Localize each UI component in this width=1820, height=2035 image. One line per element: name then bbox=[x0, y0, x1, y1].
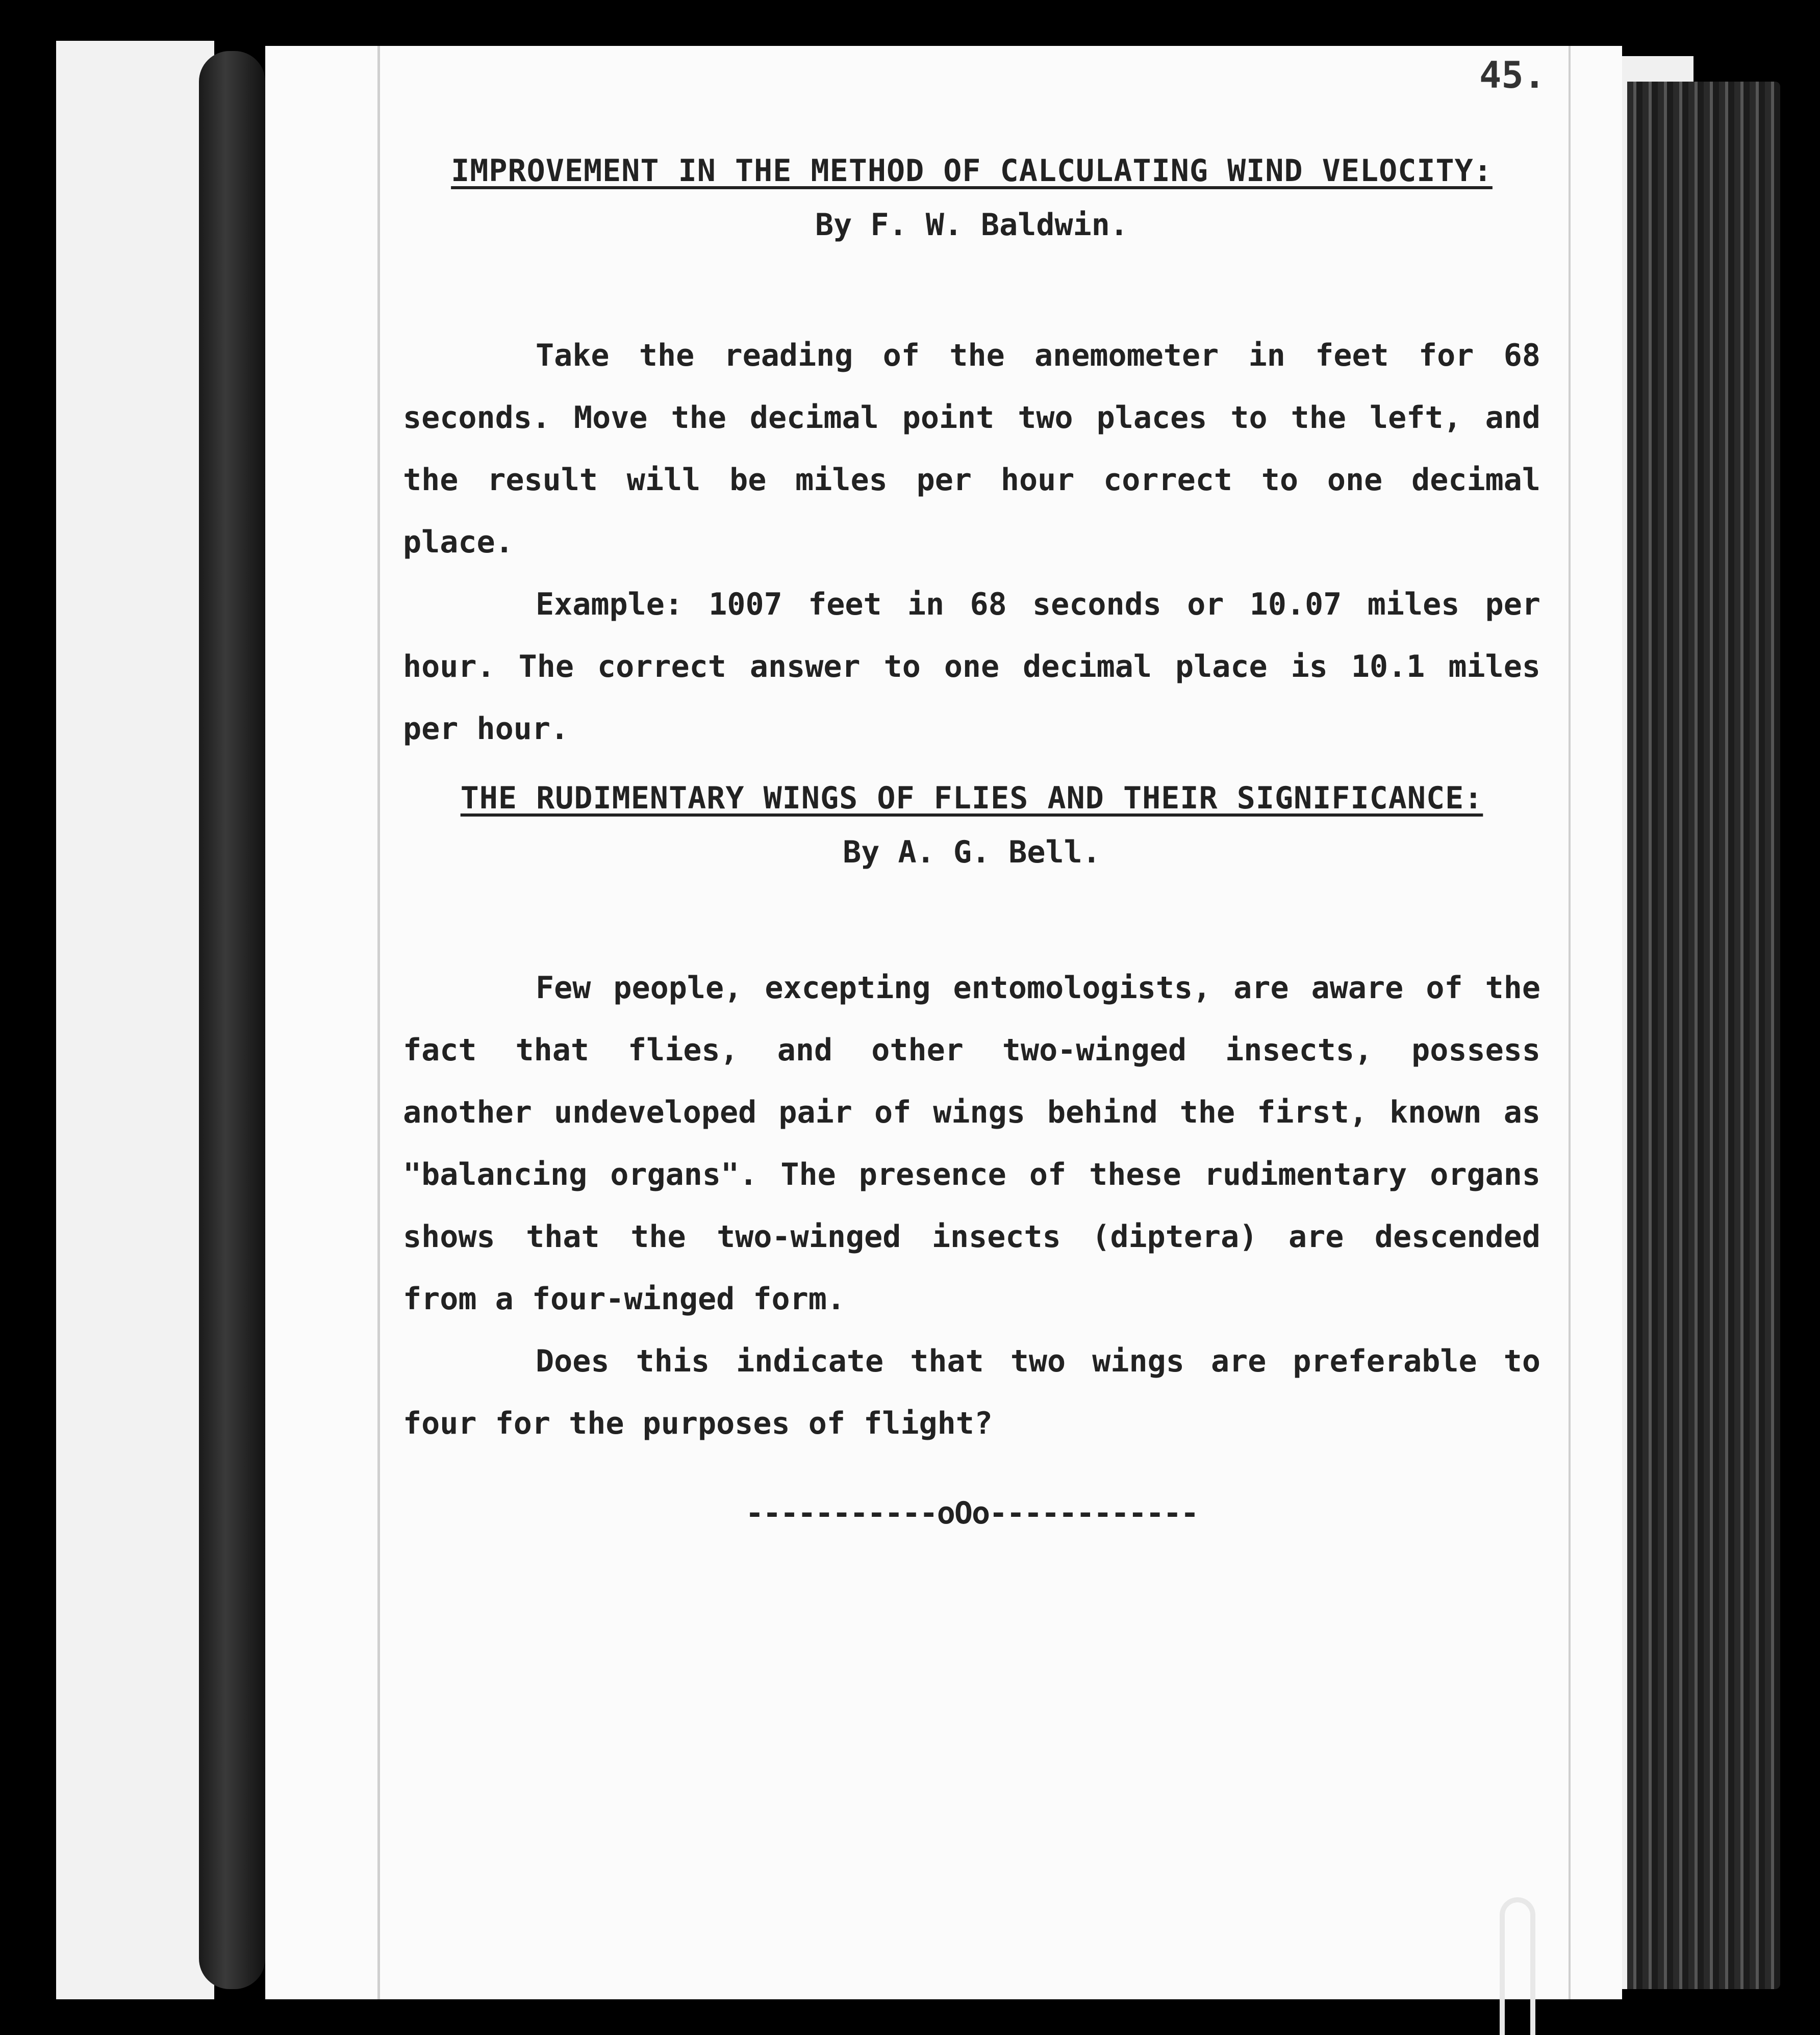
left-page-edge bbox=[56, 41, 214, 1999]
paragraph: Example: 1007 feet in 68 seconds or 10.07 miles per hour. The correct answer to one decimal place is 10.1 miles per hour. bbox=[403, 587, 1540, 747]
article-byline-baldwin: By F. W. Baldwin. bbox=[815, 207, 1129, 243]
clip-icon bbox=[1500, 1897, 1535, 2035]
article-title-wind-velocity: IMPROVEMENT IN THE METHOD OF CALCULATING WIND VELOCITY: bbox=[451, 153, 1493, 189]
page-edges bbox=[1627, 82, 1780, 1989]
paragraph: Few people, excepting entomologists, are aware of the fact that flies, and other two-winged insects, possess another undeveloped pair of wings behind the first, known as "balancing organs". The presence of these rudimentary organs shows that the two-winged insects (diptera) are descended from a four-winged form. bbox=[403, 970, 1540, 1317]
paragraph: Does this indicate that two wings are preferable to four for the purposes of flight? bbox=[403, 1343, 1540, 1441]
page-content bbox=[403, 153, 1540, 1531]
page-number: 45. bbox=[1479, 54, 1546, 96]
article-byline-bell: By A. G. Bell. bbox=[843, 834, 1101, 870]
article-title-rudimentary-wings: THE RUDIMENTARY WINGS OF FLIES AND THEIR SIGNIFICANCE: bbox=[460, 780, 1483, 816]
book-gutter bbox=[199, 51, 265, 1989]
section-divider: -----------oOo------------ bbox=[745, 1495, 1198, 1531]
left-margin-rule bbox=[377, 46, 380, 1999]
right-margin-rule bbox=[1569, 46, 1571, 1999]
paragraph: Take the reading of the anemometer in feet for 68 seconds. Move the decimal point two places to the left, and the result will be miles per hour correct to one decimal place. bbox=[403, 338, 1540, 560]
